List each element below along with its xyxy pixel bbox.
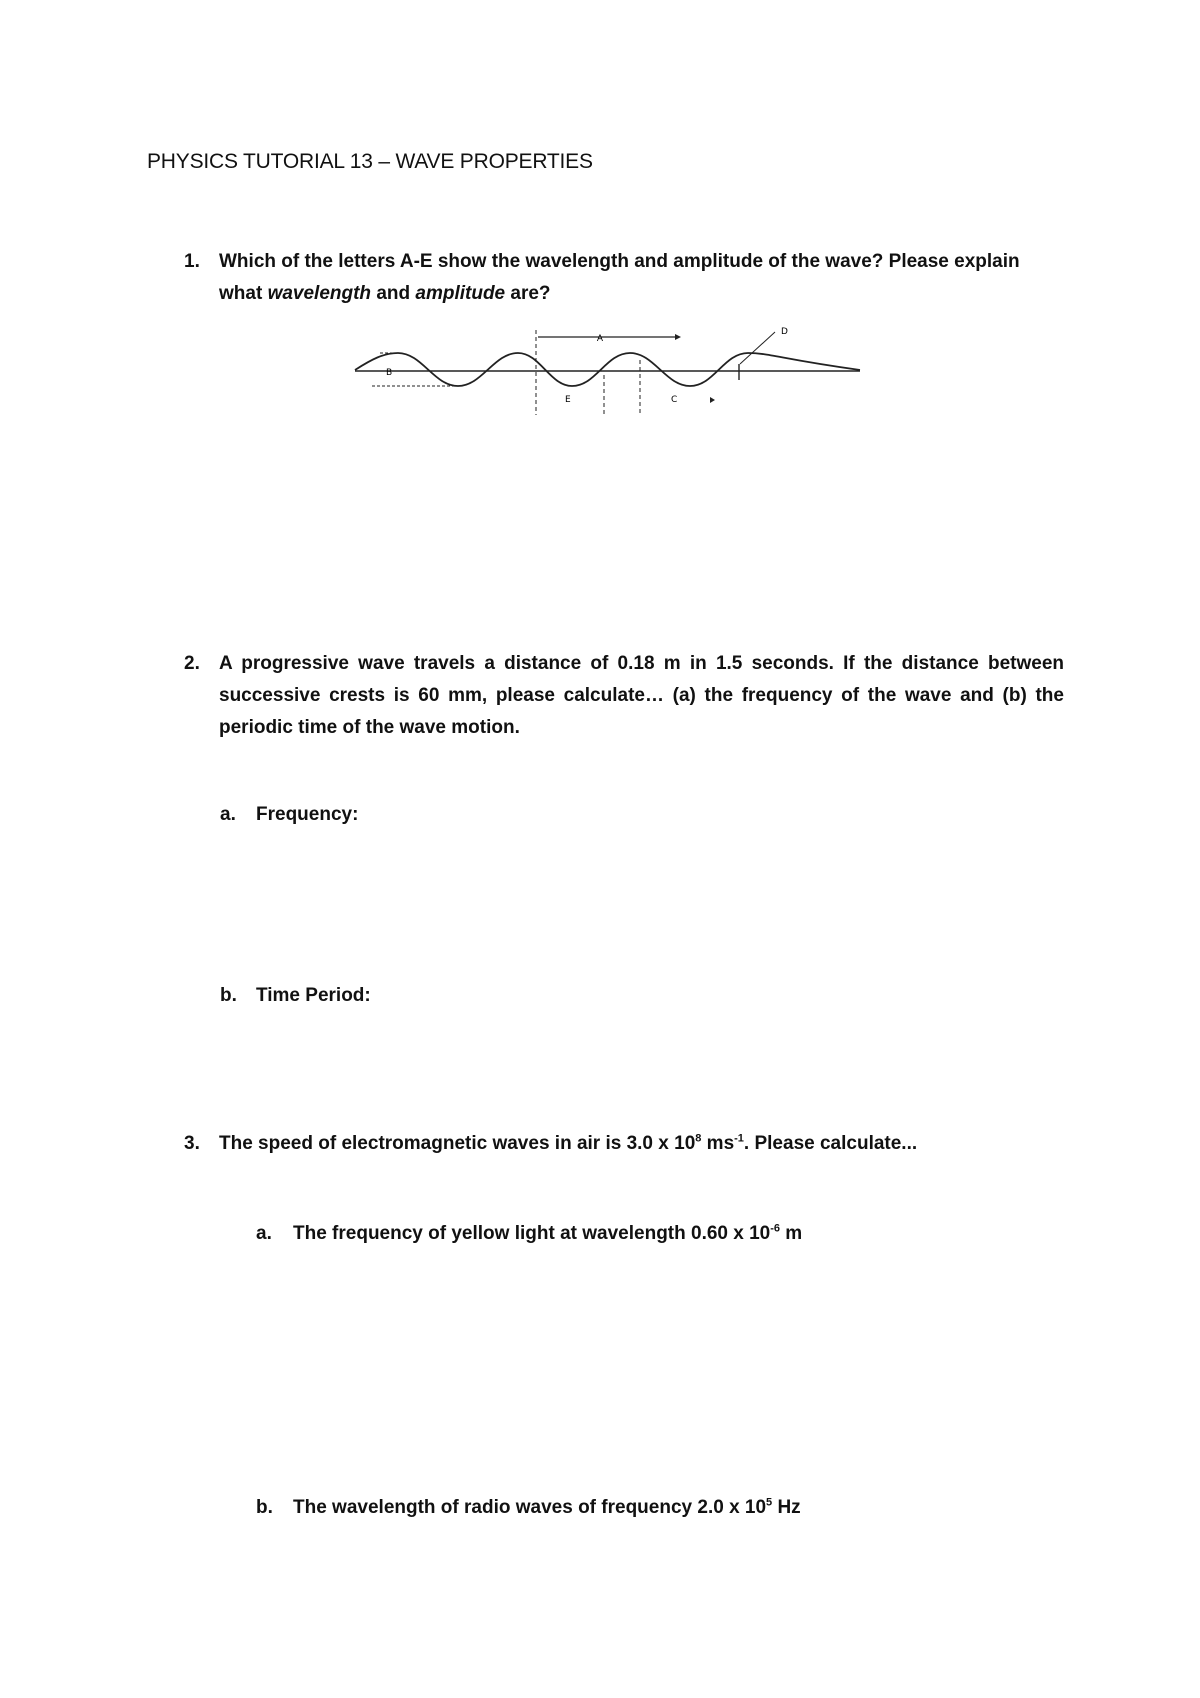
question-text: A progressive wave travels a distance of 0.18 m in 1.5 seconds. If the distance between successive crests is 60 mm, please calculate… (a) the frequency of the wave and (b) the periodic time of the wave motion.	[219, 653, 1064, 738]
page-title: PHYSICS TUTORIAL 13 – WAVE PROPERTIES	[147, 150, 593, 173]
wave-diagram	[350, 320, 870, 420]
question-text-part: and	[371, 283, 416, 304]
exponent: 5	[766, 1496, 773, 1509]
exponent: 8	[695, 1132, 702, 1145]
subquestion-text-part: m	[780, 1223, 803, 1244]
question-number: 2.	[184, 653, 200, 674]
question-text	[219, 1128, 917, 1160]
question-number: 3.	[184, 1133, 200, 1154]
term-wavelength: wavelength	[267, 283, 372, 304]
diagram-label-e: E	[565, 395, 571, 405]
arrow-c-head	[710, 397, 715, 403]
diagram-label-c: C	[671, 395, 678, 405]
arrow-a-head	[675, 334, 681, 340]
subquestion-letter: b.	[256, 1497, 273, 1518]
sine-wave	[355, 353, 860, 386]
subquestion-letter: a.	[220, 804, 236, 825]
diagram-label-a: A	[596, 334, 604, 344]
diagram-label-d: D	[781, 327, 788, 337]
question-text-part: Which of the letters A-E show the wavelength and amplitude of the wave? Please explain what	[219, 251, 1020, 304]
subquestion-text	[293, 1492, 801, 1524]
subquestion-text: Time Period:	[256, 985, 371, 1006]
subquestion-letter: a.	[256, 1223, 272, 1244]
question-text-part: are?	[505, 283, 551, 304]
subquestion-text-part: Hz	[772, 1497, 801, 1518]
subquestion-letter: b.	[220, 985, 237, 1006]
subquestion-text-part: The frequency of yellow light at wavelength 0.60 x 10	[293, 1223, 771, 1244]
term-amplitude: amplitude	[415, 283, 506, 304]
diagram-label-b: B	[386, 368, 393, 378]
question-text	[219, 246, 1064, 310]
question-text-part: ms	[701, 1133, 735, 1154]
subquestion-text: Frequency:	[256, 804, 359, 825]
question-text-part: . Please calculate...	[743, 1133, 918, 1154]
question-number: 1.	[184, 251, 200, 272]
question-text-part: The speed of electromagnetic waves in air is 3.0 x 10	[219, 1133, 696, 1154]
subquestion-text	[293, 1218, 802, 1250]
exponent: -1	[734, 1132, 744, 1145]
subquestion-text-part: The wavelength of radio waves of frequency 2.0 x 10	[293, 1497, 767, 1518]
exponent: -6	[770, 1222, 781, 1235]
pointer-d-line	[740, 332, 775, 364]
